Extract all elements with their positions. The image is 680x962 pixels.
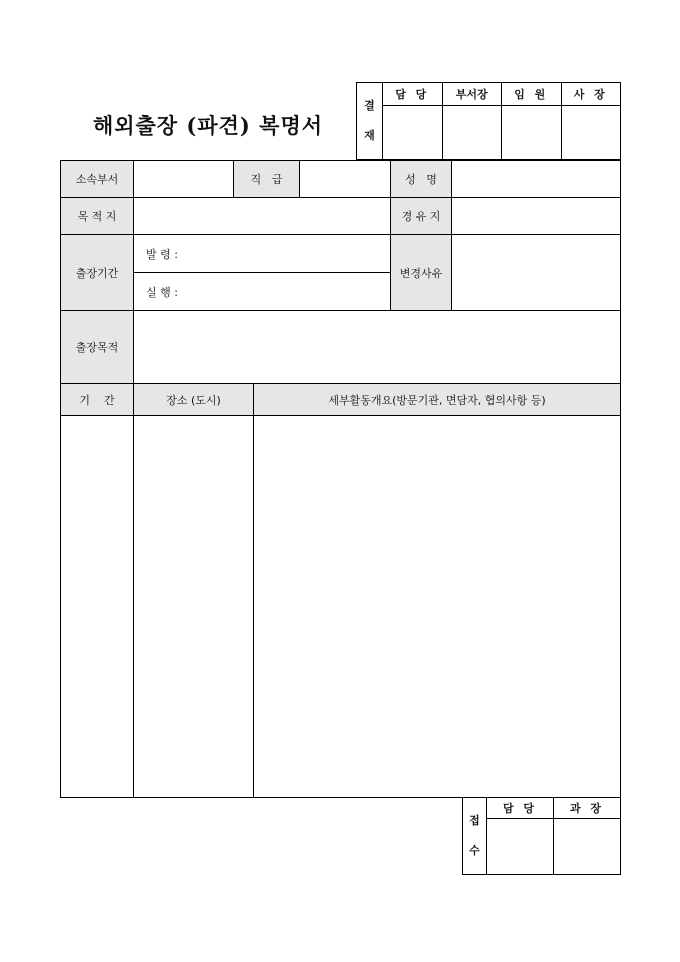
actual-label: 실 행 : xyxy=(146,285,178,299)
order-label: 발 령 : xyxy=(146,247,178,261)
activity-table xyxy=(60,383,621,798)
destination-field[interactable] xyxy=(134,198,391,235)
activity-header-details: 세부활동개요(방문기관, 면담자, 협의사항 등) xyxy=(254,384,621,416)
info-table xyxy=(60,160,621,384)
approval-label-top: 결 xyxy=(364,99,375,112)
receipt-col-manager: 과 장 xyxy=(554,798,621,819)
approval-col-dept-head: 부서장 xyxy=(442,83,502,106)
name-label: 성 명 xyxy=(391,161,452,198)
change-reason-field[interactable] xyxy=(452,235,621,311)
period-field-group xyxy=(134,235,391,311)
approval-col-staff: 담 당 xyxy=(383,83,443,106)
receipt-col-staff: 담 당 xyxy=(487,798,554,819)
receipt-label-top: 접 xyxy=(469,814,480,827)
via-label: 경 유 지 xyxy=(391,198,452,235)
purpose-label: 출장목적 xyxy=(61,311,134,384)
approval-label-bottom: 재 xyxy=(364,129,375,142)
order-date-row[interactable] xyxy=(134,235,390,272)
approval-sign-president[interactable] xyxy=(561,106,621,160)
activity-header-period: 기 간 xyxy=(61,384,134,416)
receipt-label xyxy=(463,798,487,875)
receipt-sign-staff[interactable] xyxy=(487,819,554,875)
approval-sign-executive[interactable] xyxy=(502,106,562,160)
period-label: 출장기간 xyxy=(61,235,134,311)
activity-details-cell[interactable] xyxy=(254,416,621,798)
actual-date-row[interactable] xyxy=(134,272,390,310)
position-label: 직 급 xyxy=(234,161,300,198)
activity-place-cell[interactable] xyxy=(134,416,254,798)
approval-table xyxy=(356,82,621,160)
department-field[interactable] xyxy=(134,161,234,198)
receipt-label-bottom: 수 xyxy=(469,844,480,857)
position-field[interactable] xyxy=(300,161,391,198)
activity-period-cell[interactable] xyxy=(61,416,134,798)
approval-col-president: 사 장 xyxy=(561,83,621,106)
approval-label xyxy=(357,83,383,160)
via-field[interactable] xyxy=(452,198,621,235)
receipt-sign-manager[interactable] xyxy=(554,819,621,875)
department-label: 소속부서 xyxy=(61,161,134,198)
approval-sign-dept-head[interactable] xyxy=(442,106,502,160)
purpose-field[interactable] xyxy=(134,311,621,384)
receipt-table xyxy=(462,797,621,875)
approval-sign-staff[interactable] xyxy=(383,106,443,160)
document-title: 해외출장 (파견) 복명서 xyxy=(92,113,324,138)
change-reason-label: 변경사유 xyxy=(391,235,452,311)
name-field[interactable] xyxy=(452,161,621,198)
approval-col-executive: 임 원 xyxy=(502,83,562,106)
activity-header-place: 장소 (도시) xyxy=(134,384,254,416)
destination-label: 목 적 지 xyxy=(61,198,134,235)
